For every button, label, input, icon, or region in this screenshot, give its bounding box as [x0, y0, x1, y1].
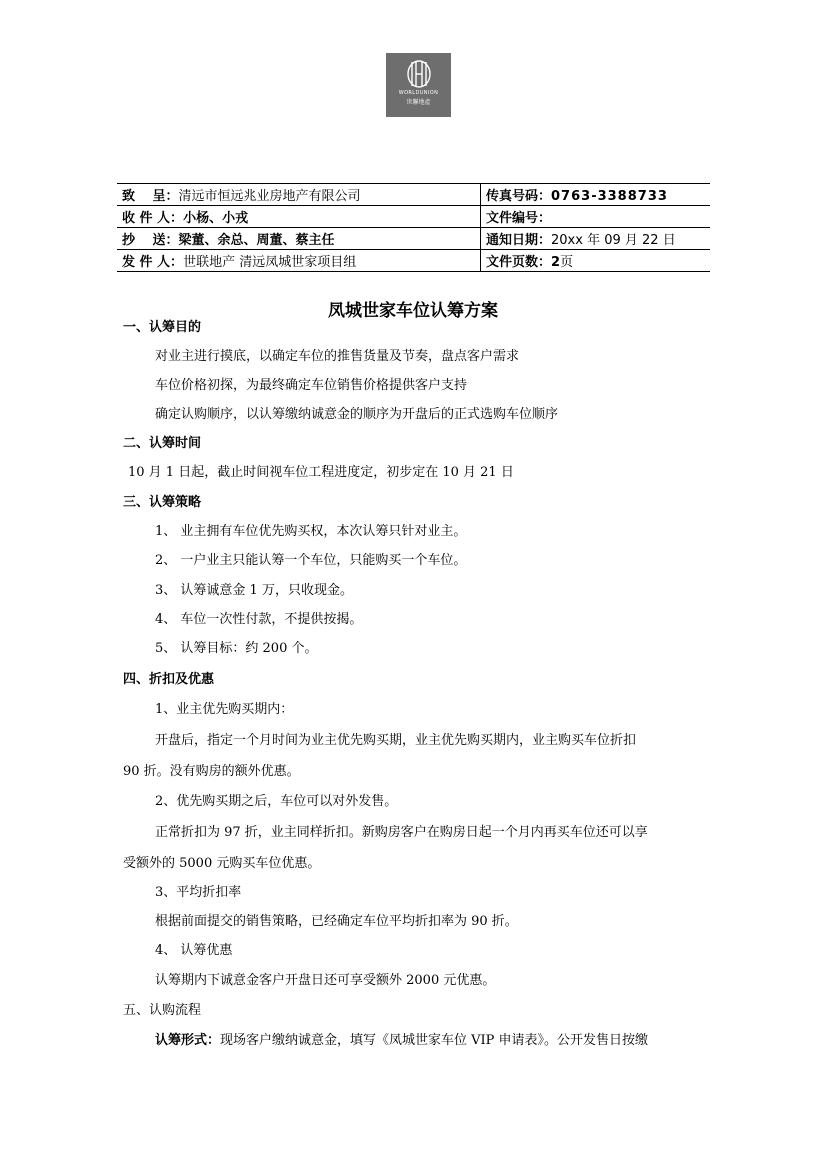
- fax-label: 致 呈：: [122, 189, 179, 204]
- fax-value: 清远市恒远兆业房地产有限公司: [178, 189, 361, 204]
- fax-row-sender: [117, 250, 710, 272]
- section-heading: 三、认筹策略: [123, 495, 202, 510]
- fax-label: 收 件 人：: [122, 211, 184, 226]
- notice-date: 20xx 年 09 月 22 日: [551, 233, 676, 248]
- subsection-title: 4、 认筹优惠: [155, 943, 233, 958]
- section-heading: 四、折扣及优惠: [123, 672, 215, 687]
- fax-label: 通知日期：: [486, 233, 552, 248]
- section-heading: 一、认筹目的: [123, 320, 202, 335]
- paragraph: 90 折。没有购房的额外优惠。: [123, 764, 300, 779]
- fax-label: 传真号码：: [486, 189, 552, 204]
- subsection-title: 3、平均折扣率: [155, 885, 242, 900]
- paragraph: [155, 1033, 648, 1049]
- fax-header-table: [117, 183, 710, 272]
- fax-value: 世联地产 清远凤城世家项目组: [183, 255, 357, 270]
- paragraph-text: 现场客户缴纳诚意金，填写《凤城世家车位 VIP 申请表》。公开发售日按缴: [220, 1033, 649, 1048]
- company-logo: [386, 53, 451, 117]
- fax-value: 小杨、小戎: [183, 211, 249, 226]
- list-item: 5、 认筹目标：约 200 个。: [155, 641, 318, 656]
- subsection-title: 1、业主优先购买期内：: [155, 702, 294, 717]
- fax-value: 梁董、余总、周董、蔡主任: [178, 233, 335, 248]
- list-item: 4、 车位一次性付款，不提供按揭。: [155, 612, 363, 627]
- page-count: 2: [551, 255, 561, 270]
- paragraph: 10 月 1 日起，截止时间视车位工程进度定，初步定在 10 月 21 日: [128, 465, 514, 480]
- list-item: 确定认购顺序，以认筹缴纳诚意金的顺序为开盘后的正式选购车位顺序: [155, 407, 559, 422]
- fax-label: 发 件 人：: [122, 255, 184, 270]
- section-heading: 二、认筹时间: [123, 436, 202, 451]
- page-unit: 页: [560, 255, 574, 270]
- fax-row-cc: [117, 228, 710, 250]
- fax-row-to: [117, 184, 710, 206]
- paragraph: 开盘后，指定一个月时间为业主优先购买期，业主优先购买期内，业主购买车位折扣: [155, 733, 637, 748]
- list-item: 对业主进行摸底，以确定车位的推售货量及节奏，盘点客户需求: [155, 349, 520, 364]
- fax-label: 文件编号：: [486, 211, 552, 226]
- list-item: 1、 业主拥有车位优先购买权，本次认筹只针对业主。: [155, 524, 467, 539]
- logo-emblem-icon: [406, 59, 432, 89]
- logo-brand-en: WORLDUNION: [398, 90, 439, 96]
- document-title: 凤城世家车位认筹方案: [328, 301, 498, 321]
- logo-brand-cn: 世聯地產: [406, 99, 431, 106]
- fax-row-recipient: [117, 206, 710, 228]
- paragraph: 根据前面提交的销售策略，已经确定车位平均折扣率为 90 折。: [155, 914, 518, 929]
- paragraph: 正常折扣为 97 折，业主同样折扣。新购房客户在购房日起一个月内再买车位还可以享: [155, 825, 648, 840]
- subsection-title: 2、优先购买期之后，车位可以对外发售。: [155, 794, 398, 809]
- list-item: 车位价格初探，为最终确定车位销售价格提供客户支持: [155, 378, 468, 393]
- inline-label: 认筹形式：: [155, 1033, 221, 1048]
- paragraph: 受额外的 5000 元购买车位优惠。: [123, 856, 321, 871]
- fax-label: 抄 送：: [122, 233, 179, 248]
- fax-label: 文件页数：: [486, 255, 552, 270]
- fax-number: 0763-3388733: [551, 189, 668, 204]
- section-heading: 五、认购流程: [123, 1003, 202, 1018]
- list-item: 2、 一户业主只能认筹一个车位，只能购买一个车位。: [155, 553, 467, 568]
- list-item: 3、 认筹诚意金 1 万，只收现金。: [155, 583, 353, 598]
- paragraph: 认筹期内下诚意金客户开盘日还可享受额外 2000 元优惠。: [155, 973, 496, 988]
